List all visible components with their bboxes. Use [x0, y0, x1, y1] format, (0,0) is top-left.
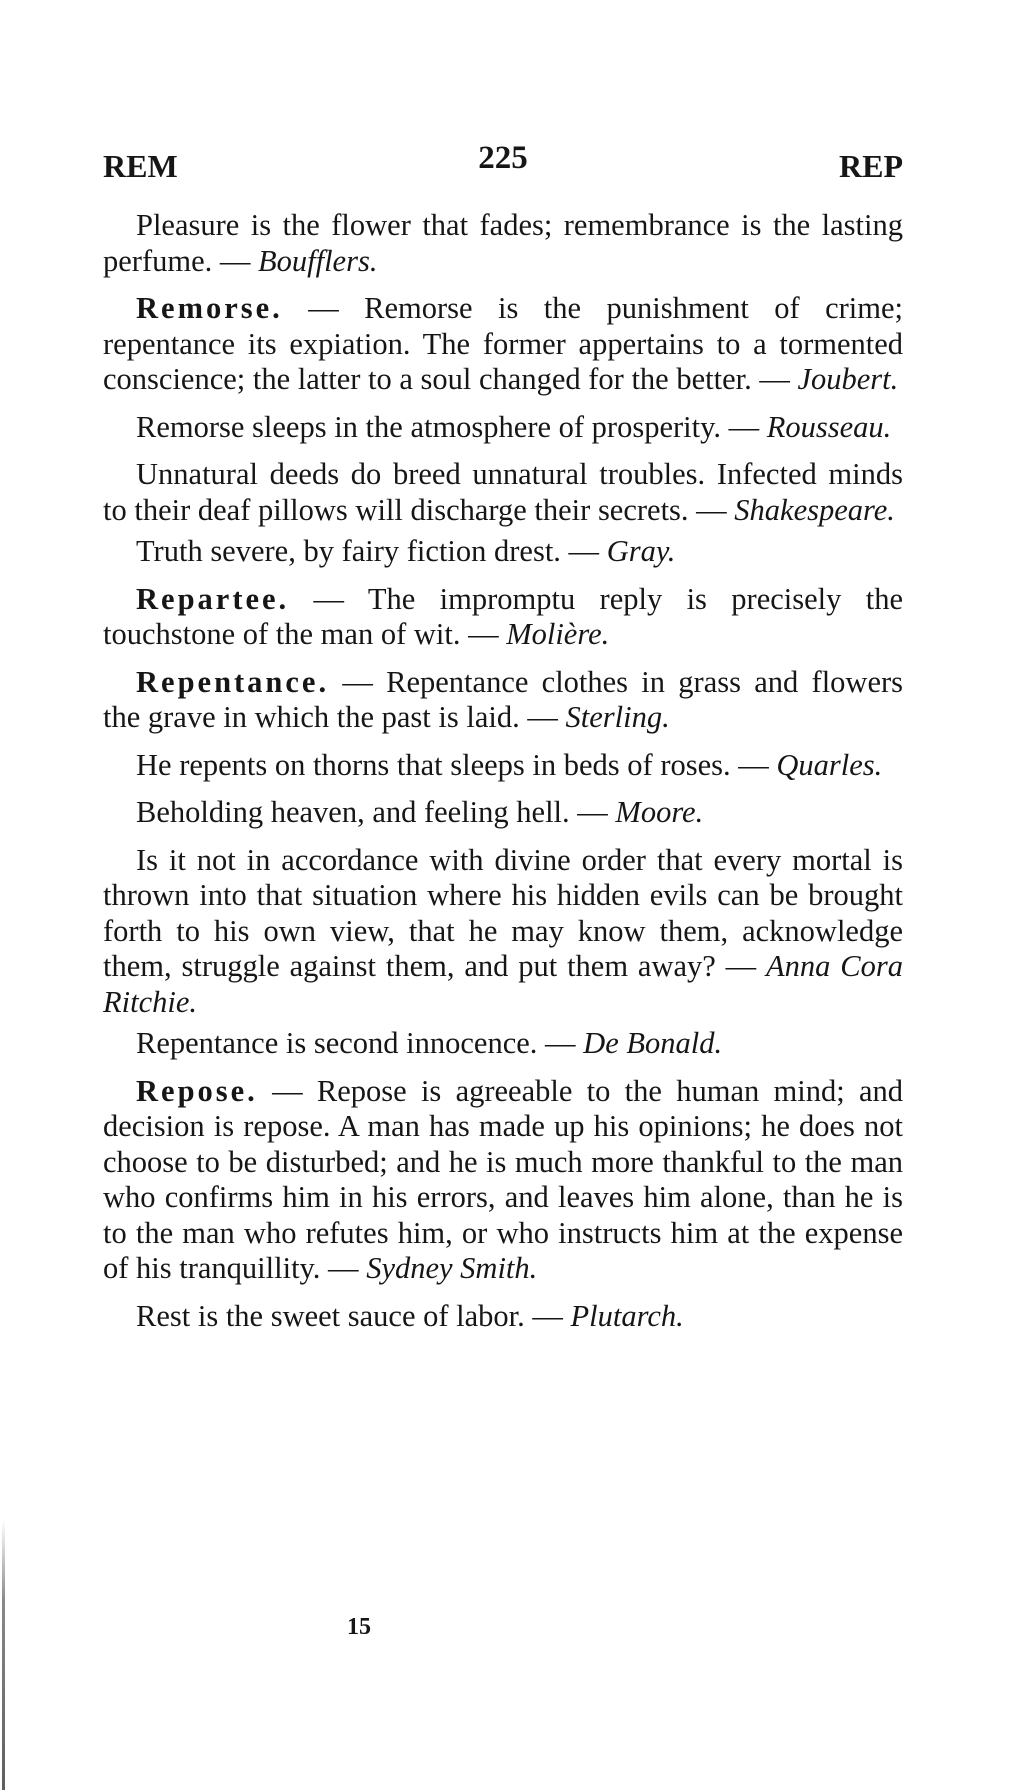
quote-paragraph [103, 665, 903, 736]
quote-author: Sydney Smith. [366, 1251, 538, 1285]
entry-heading: Repentance. [136, 664, 330, 699]
quote-text: Is it not in accordance with divine order that every mortal is thrown into that situation where his hidden evils can be brought forth to his own view, that he may know them, acknowledge them, struggle against them, and put them away? — [103, 842, 903, 983]
quote-paragraph [103, 748, 903, 784]
quote-author: Shakespeare. [734, 492, 895, 527]
quote-text: Pleasure is the flower that fades; remembrance is the lasting perfume. — [103, 208, 903, 278]
quote-paragraph [103, 1074, 903, 1287]
header-right-guide-word: REP [839, 148, 903, 184]
quote-text: The impromptu reply is precisely the touchstone of the man of wit. — [103, 581, 903, 651]
quote-author: Sterling. [565, 700, 670, 734]
quote-paragraph [103, 795, 903, 831]
quote-author: Quarles. [776, 747, 883, 782]
quote-author: Gray. [606, 534, 676, 568]
header-left-guide-word: REM [103, 148, 178, 184]
quote-text: He repents on thorns that sleeps in beds of roses. — [136, 747, 777, 782]
quote-author: Rousseau. [766, 409, 892, 444]
quote-author: Molière. [506, 617, 610, 651]
entry-heading: Repose. [136, 1073, 258, 1108]
quote-paragraph [103, 291, 903, 398]
page-edge-shadow [2, 1520, 5, 1790]
running-header [103, 142, 903, 192]
quote-text: Repentance is second innocence. — [136, 1026, 584, 1060]
quote-author: Boufflers. [258, 243, 378, 278]
heading-separator: — [282, 291, 365, 325]
quote-author: Plutarch. [570, 1298, 684, 1333]
page-body [103, 208, 903, 1346]
quote-paragraph [103, 457, 903, 528]
quote-paragraph [103, 208, 903, 279]
heading-separator: — [257, 1073, 317, 1108]
entry-heading: Remorse. [136, 291, 283, 325]
quote-text: Beholding heaven, and feeling hell. — [136, 795, 616, 829]
page-number: 225 [478, 140, 528, 176]
quote-text: Truth severe, by fairy fiction drest. — [136, 534, 607, 568]
heading-separator: — [289, 581, 368, 616]
quote-text: Rest is the sweet sauce of labor. — [136, 1298, 571, 1333]
quote-paragraph [103, 1026, 903, 1062]
quote-text: Remorse sleeps in the atmosphere of prosperity. — [136, 409, 767, 444]
quote-paragraph [103, 582, 903, 653]
entry-heading: Repartee. [136, 581, 290, 616]
quote-text: Repose is agreeable to the human mind; and decision is repose. A man has made up his opinions; he does not choose to be disturbed; and he is much more thankful to the man who confirms him in his errors, and leaves him alone, than he is to the man who refutes him, or who instructs him at the expense of his tranquillity. — [103, 1073, 903, 1285]
quote-paragraph [103, 534, 903, 570]
quote-text: Unnatural deeds do breed unnatural troubles. Infected minds to their deaf pillows will discharge their secrets. — [103, 457, 903, 527]
quote-paragraph [103, 1299, 903, 1335]
quote-paragraph [103, 843, 903, 1021]
quote-author: Moore. [615, 795, 704, 829]
quote-author: De Bonald. [583, 1026, 723, 1060]
quote-author: Joubert. [797, 362, 899, 396]
quote-text: Repentance clothes in grass and flowers the grave in which the past is laid. — [103, 664, 904, 734]
quote-paragraph [103, 410, 903, 446]
quote-text: Remorse is the punishment of crime; repentance its expiation. The former appertains to a tormented conscience; the latter to a soul changed for the better. — [103, 291, 903, 396]
printer-signature-mark: 15 [347, 1614, 371, 1640]
quote-author: Anna Cora Ritchie. [103, 949, 904, 1019]
heading-separator: — [329, 664, 387, 699]
